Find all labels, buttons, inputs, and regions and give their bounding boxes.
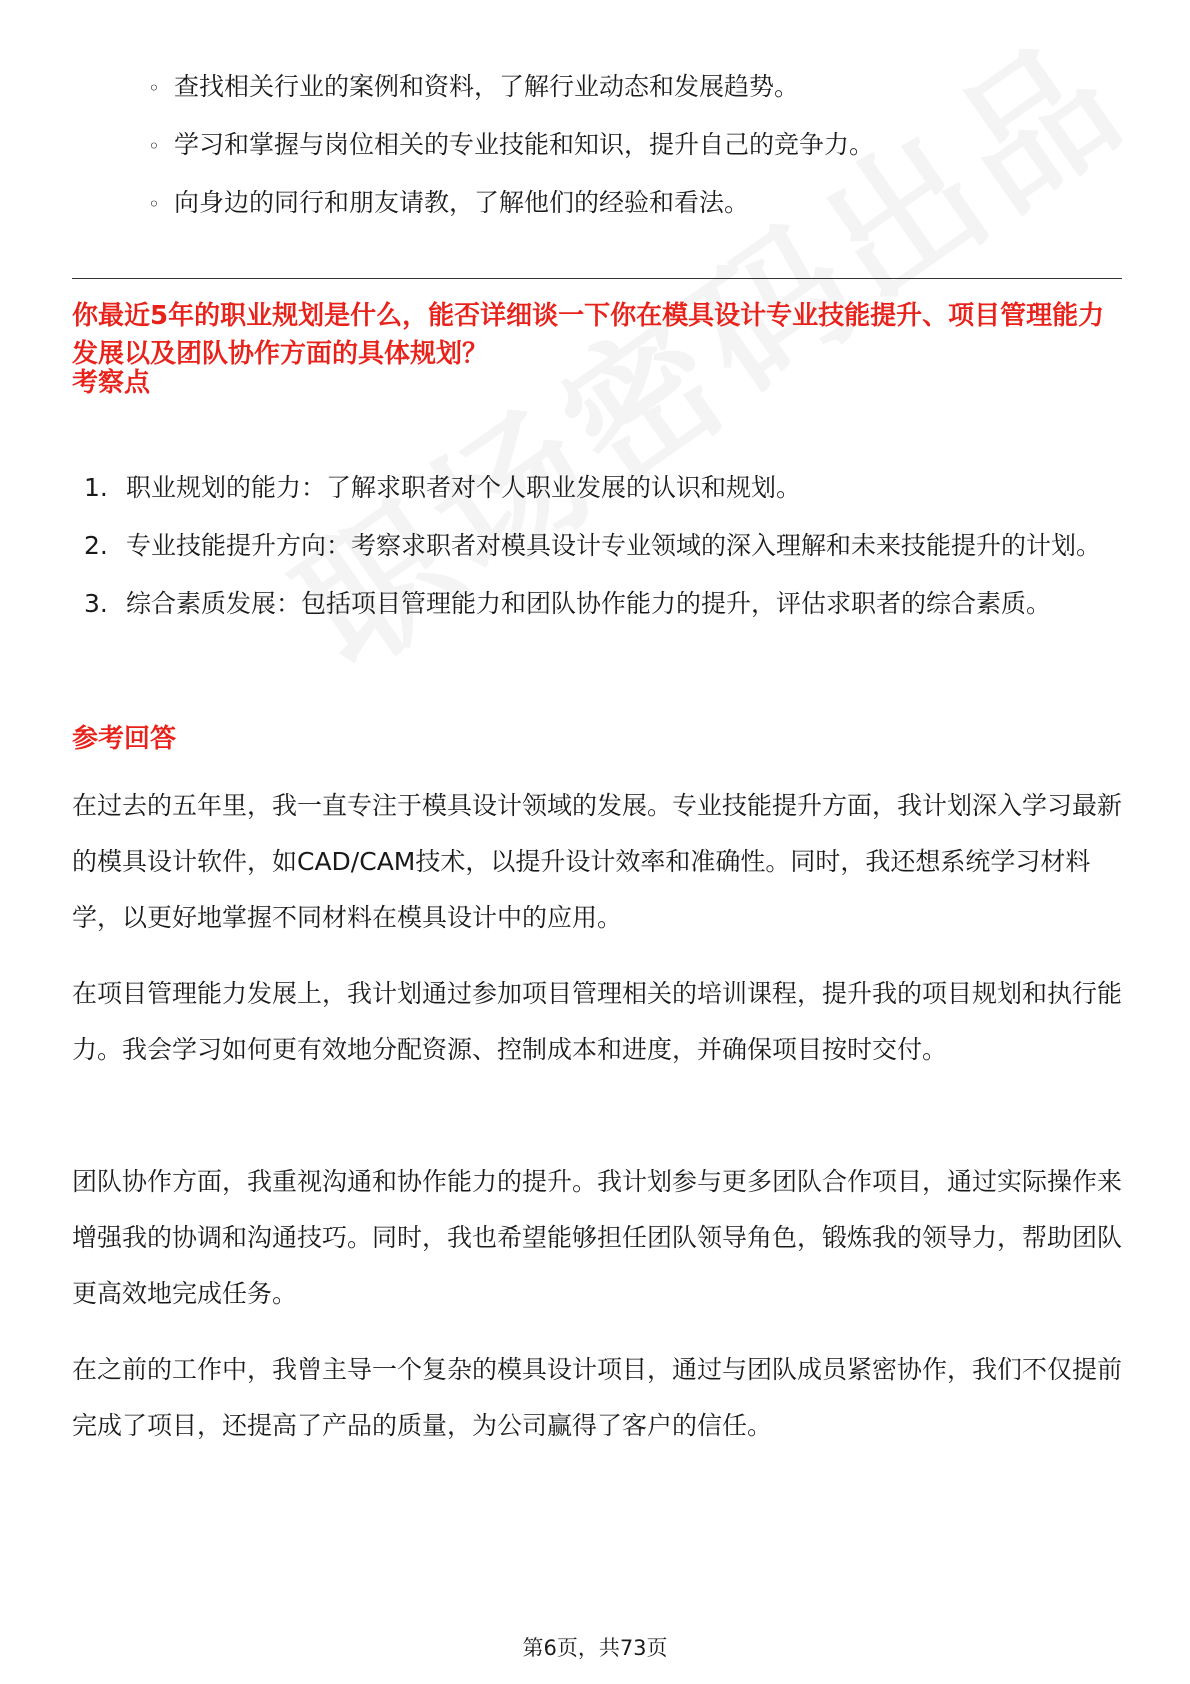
answer-paragraph: 在之前的工作中，我曾主导一个复杂的模具设计项目，通过与团队成员紧密协作，我们不仅提前完成了项目，还提高了产品的质量，为公司赢得了客户的信任。 (72, 1355, 1123, 1440)
item-text: 专业技能提升方向：考察求职者对模具设计专业领域的深入理解和未来技能提升的计划。 (126, 531, 1102, 560)
bullet-marker: ◦ (148, 76, 160, 100)
item-number: 2. (84, 531, 108, 560)
item-number: 3. (84, 589, 108, 618)
list-item (148, 174, 874, 232)
bullet-text: 查找相关行业的案例和资料，了解行业动态和发展趋势。 (174, 72, 800, 101)
item-text: 职业规划的能力：了解求职者对个人职业发展的认识和规划。 (126, 473, 802, 502)
page-footer: 第6页，共73页 (522, 1636, 668, 1660)
list-item (148, 58, 874, 116)
list-item (148, 116, 874, 174)
exam-points-heading: 考察点 (72, 368, 151, 398)
item-text: 综合素质发展：包括项目管理能力和团队协作能力的提升，评估求职者的综合素质。 (126, 589, 1052, 618)
answer-paragraph: 在项目管理能力发展上，我计划通过参加项目管理相关的培训课程，提升我的项目规划和执行能力。我会学习如何更有效地分配资源、控制成本和进度，并确保项目按时交付。 (72, 979, 1123, 1064)
answer-heading: 参考回答 (72, 724, 177, 754)
answer-paragraph: 团队协作方面，我重视沟通和协作能力的提升。我计划参与更多团队合作项目，通过实际操作来增强我的协调和沟通技巧。同时，我也希望能够担任团队领导角色，锻炼我的领导力，帮助团队更高效地完成任务。 (72, 1167, 1123, 1308)
bullet-text: 学习和掌握与岗位相关的专业技能和知识，提升自己的竞争力。 (174, 130, 875, 159)
list-item (84, 576, 1124, 632)
exam-points-list (84, 460, 1124, 632)
bullet-text: 向身边的同行和朋友请教，了解他们的经验和看法。 (174, 188, 750, 217)
list-item (84, 460, 1124, 516)
item-number: 1. (84, 473, 108, 502)
bullet-marker: ◦ (148, 134, 160, 158)
answer-paragraph: 在过去的五年里，我一直专注于模具设计领域的发展。专业技能提升方面，我计划深入学习最新的模具设计软件，如CAD/CAM技术，以提升设计效率和准确性。同时，我还想系统学习材料学，以更好地掌握不同材料在模具设计中的应用。 (72, 791, 1123, 932)
question-heading: 你最近5年的职业规划是什么，能否详细谈一下你在模具设计专业技能提升、项目管理能力发展以及团队协作方面的具体规划？ (72, 301, 1105, 369)
bullet-list (148, 58, 874, 232)
bullet-marker: ◦ (148, 192, 160, 216)
section-divider (72, 278, 1122, 279)
list-item (84, 518, 1124, 574)
